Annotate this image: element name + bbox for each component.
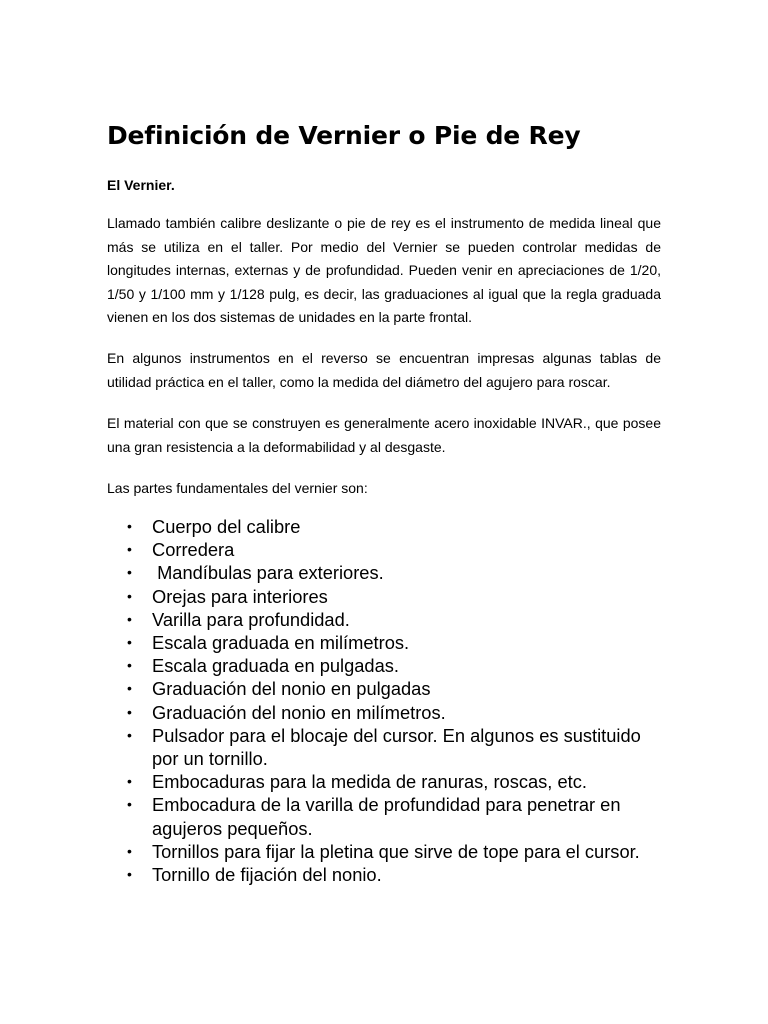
- section-subtitle: El Vernier.: [107, 177, 175, 193]
- paragraph-reverse-tables: En algunos instrumentos en el reverso se encuentran impresas algunas tablas de utilidad práctica en el taller, como la medida del diámetro del agujero para roscar.: [107, 350, 661, 390]
- list-item: • Escala graduada en milímetros.: [107, 631, 667, 654]
- paragraph-parts-intro: Las partes fundamentales del vernier son:: [107, 480, 368, 496]
- paragraph-material: El material con que se construyen es generalmente acero inoxidable INVAR., que posee una gran resistencia a la deformabilidad y al desgaste.: [107, 415, 661, 455]
- list-item: • Graduación del nonio en pulgadas: [107, 677, 667, 700]
- list-item: • Cuerpo del calibre: [107, 515, 667, 538]
- list-item: • Tornillos para fijar la pletina que sirve de tope para el cursor.: [107, 840, 667, 863]
- list-item: • Corredera: [107, 538, 667, 561]
- list-item: • Tornillo de fijación del nonio.: [107, 863, 667, 886]
- list-item: • Embocaduras para la medida de ranuras, roscas, etc.: [107, 770, 667, 793]
- list-item: • Varilla para profundidad.: [107, 608, 667, 631]
- list-item: • Escala graduada en pulgadas.: [107, 654, 667, 677]
- list-item: • Mandíbulas para exteriores.: [107, 561, 667, 584]
- parts-list: [107, 515, 667, 886]
- paragraph-definition: Llamado también calibre deslizante o pie de rey es el instrumento de medida lineal que más se utiliza en el taller. Por medio del Vernier se pueden controlar medidas de longitudes internas, externas y de profundidad. Pueden venir en apreciaciones de 1/20, 1/50 y 1/100 mm y 1/128 pulg, es decir, las graduaciones al igual que la regla graduada vienen en los dos sistemas de unidades en la parte frontal.: [107, 215, 661, 325]
- list-item: • Pulsador para el blocaje del cursor. En algunos es sustituido por un tornillo.: [107, 724, 667, 770]
- list-item: • Orejas para interiores: [107, 585, 667, 608]
- list-item: • Graduación del nonio en milímetros.: [107, 701, 667, 724]
- page-title: Definición de Vernier o Pie de Rey: [107, 121, 581, 150]
- list-item: • Embocadura de la varilla de profundidad para penetrar en agujeros pequeños.: [107, 793, 667, 839]
